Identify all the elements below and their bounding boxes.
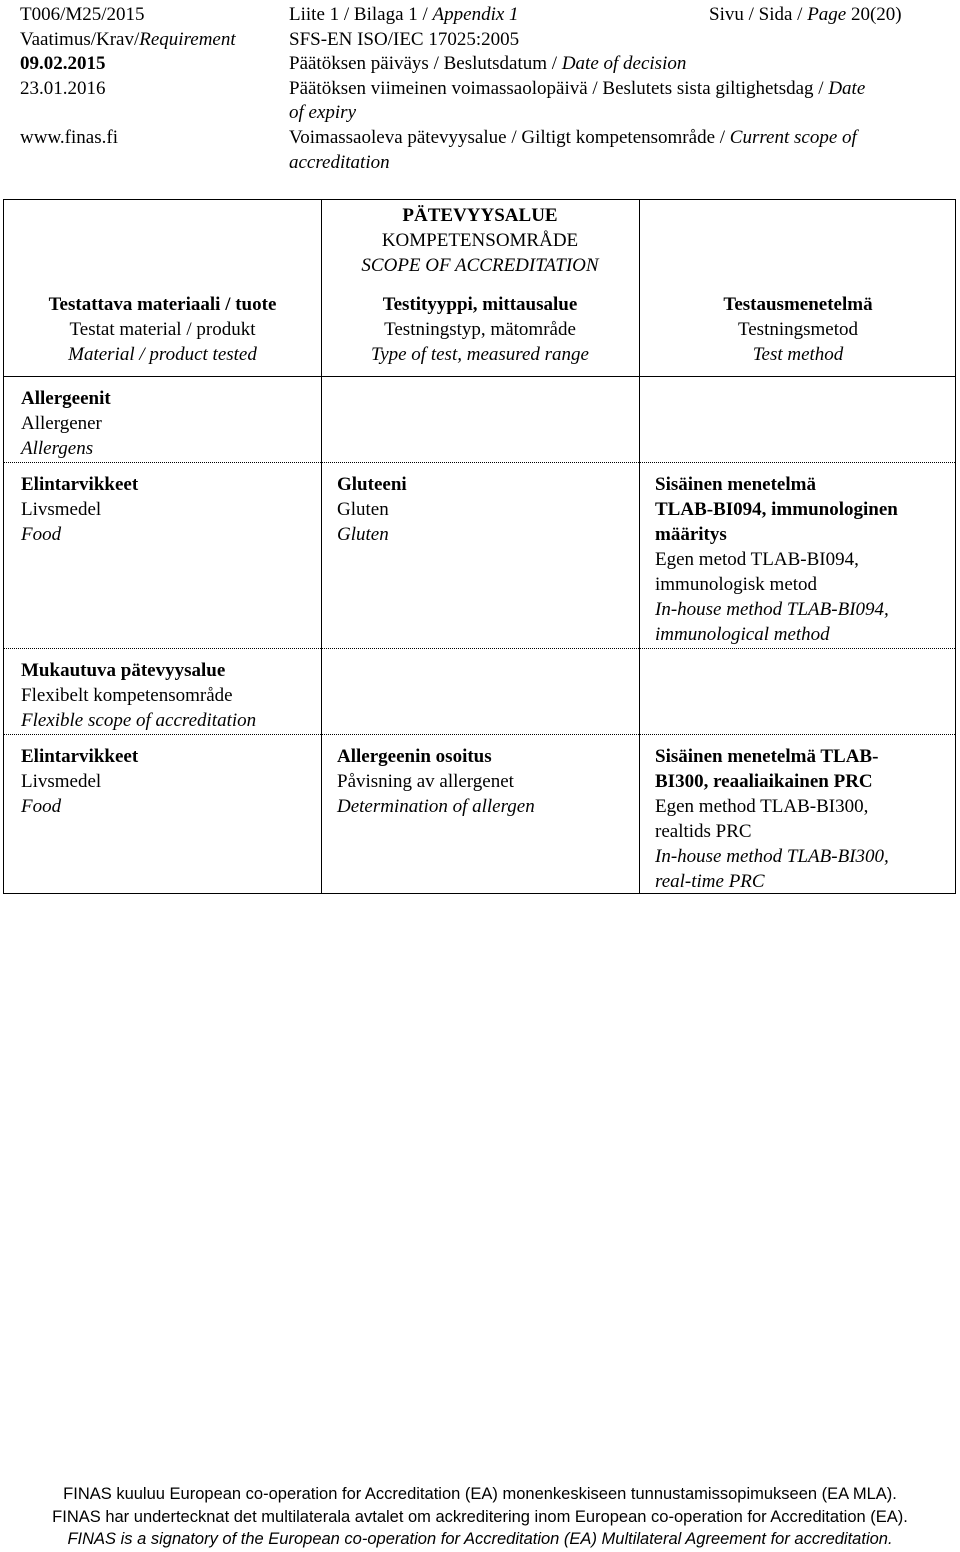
scope-title: PÄTEVYYSALUE KOMPETENSOMRÅDE SCOPE OF ACCREDITATION: [361, 205, 599, 276]
website-link[interactable]: www.finas.fi: [20, 127, 118, 148]
column-header-test-method: Testausmenetelmä Testningsmetod Test method: [723, 294, 873, 365]
row-divider: [4, 734, 955, 735]
section-flexible-scope: Mukautuva pätevyysalue Flexibelt kompetensområde Flexible scope of accreditation: [21, 660, 257, 731]
row2-test-type: Allergeenin osoitus Påvisning av allergenet Determination of allergen: [337, 746, 535, 817]
standard-label: SFS-EN ISO/IEC 17025:2005: [289, 29, 520, 50]
scope-table: [3, 199, 956, 894]
current-scope-label-cont: accreditation: [289, 152, 390, 173]
column-header-test-type: Testityyppi, mittausalue Testningstyp, mätområde Type of test, measured range: [371, 294, 589, 365]
doc-code: T006/M25/2015: [20, 4, 145, 25]
column-header-material: Testattava materiaali / tuote Testat material / produkt Material / product tested: [48, 294, 277, 365]
row1-material: Elintarvikkeet Livsmedel Food: [21, 474, 139, 545]
footer-line-en: FINAS is a signatory of the European co-operation for Accreditation (EA) Multilateral Agreement for accreditation.: [67, 1530, 893, 1548]
row1-test-method: Sisäinen menetelmä TLAB-BI094, immunologinen määritys Egen metod TLAB-BI094, immunologisk metod In-house method TLAB-BI094, immunological method: [655, 474, 898, 645]
footer-line-sv: FINAS har undertecknat det multilaterala avtalet om ackreditering inom European co-operation for Accreditation (EA).: [52, 1507, 908, 1526]
decision-date: 09.02.2015: [20, 53, 106, 74]
expiry-date-label-cont: of expiry: [289, 102, 357, 123]
appendix-label: Liite 1 / Bilaga 1 / Appendix 1: [289, 4, 519, 25]
decision-date-label: Päätöksen päiväys / Beslutsdatum / Date of decision: [289, 53, 687, 74]
footer-line-fi: FINAS kuuluu European co-operation for Accreditation (EA) monenkeskiseen tunnustamissopimukseen (EA MLA).: [63, 1485, 897, 1503]
row2-material: Elintarvikkeet Livsmedel Food: [21, 746, 139, 817]
row1-test-type: Gluteeni Gluten Gluten: [337, 474, 407, 545]
section-allergens: Allergeenit Allergener Allergens: [21, 388, 111, 459]
current-scope-label: Voimassaoleva pätevyysalue / Giltigt kompetensområde / Current scope of: [289, 127, 857, 148]
page-indicator: Sivu / Sida / Page 20(20): [709, 4, 902, 25]
expiry-date-label: Päätöksen viimeinen voimassaolopäivä / Beslutets sista giltighetsdag / Date: [289, 78, 866, 99]
header-divider: [4, 376, 955, 377]
row-divider: [4, 648, 955, 649]
row-divider: [4, 462, 955, 463]
footer: [0, 1483, 960, 1551]
expiry-date: 23.01.2016: [20, 78, 106, 99]
requirement-label: Vaatimus/Krav/Requirement: [20, 29, 236, 50]
row2-test-method: Sisäinen menetelmä TLAB- BI300, reaaliaikainen PRC Egen method TLAB-BI300, realtids PRC In-house method TLAB-BI300, real-time PRC: [655, 746, 889, 892]
